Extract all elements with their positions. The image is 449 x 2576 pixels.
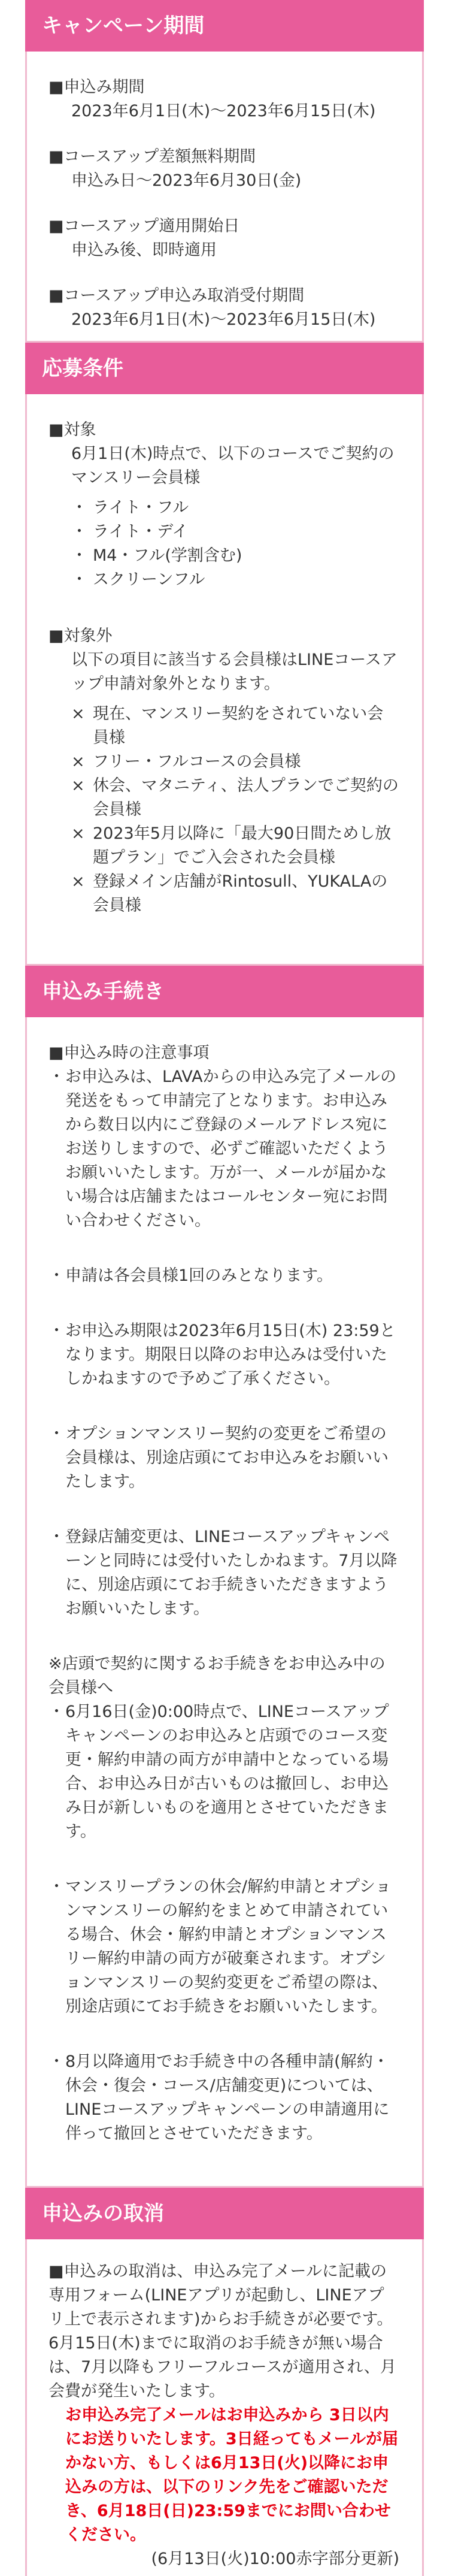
courseup-start-date-label: ■コースアップ適用開始日 — [48, 217, 240, 235]
excluded-label: ■対象外 — [48, 627, 113, 645]
list-item: × 2023年5月以降に「最大90日間ためし放題プラン」でご入会された会員様 — [71, 822, 399, 870]
cross-mark: × — [71, 752, 85, 771]
cross-mark: × — [71, 824, 85, 843]
cancel-acceptance-period-value: 2023年6月1日(木)〜2023年6月15日(木) — [71, 310, 376, 329]
list-item: × フリー・フルコースの会員様 — [71, 750, 399, 774]
list-item: ・ 8月以降適用でお手続き中の各種申請(解約・休会・復会・コース/店舗変更)については、LINEコースアップキャンペーンの申請適用に伴って撤回とさせていただきます。 — [48, 2050, 399, 2146]
list-item: × 休会、マタニティ、法人プランでご契約の会員様 — [71, 774, 399, 822]
excluded-list — [71, 702, 399, 918]
free-difference-period-label: ■コースアップ差額無料期間 — [48, 147, 256, 166]
store-note-title: ※店頭で契約に関するお手続きをお申込み中の会員様へ — [48, 1655, 386, 1697]
bullet-mark: ・ — [48, 1068, 65, 1086]
campaign-period-section — [25, 0, 424, 343]
bullet-mark: ・ — [48, 2052, 65, 2071]
procedure-section — [25, 966, 424, 2188]
application-period-label: ■申込み期間 — [48, 78, 145, 96]
list-item: ・ マンスリープランの休会/解約申請とオプションマンスリーの解約をまとめて申請されている場合、休会・解約申請とオプションマンスリー解約申請の両方が破棄されます。オプションマンスリーの契約変更をご希望の際は、別途店頭にてお手続きをお願いいたします。 — [48, 1875, 399, 2019]
cancel-acceptance-period — [48, 284, 399, 332]
bullet-mark: ・ — [48, 1877, 65, 1896]
list-item: ・ M4・フル(学割含む) — [71, 544, 399, 568]
procedure-header: 申込み手続き — [25, 966, 424, 1017]
notes-list — [48, 1065, 399, 1621]
conditions-section — [25, 343, 424, 966]
list-item: ・ お申込みは、LAVAからの申込み完了メールの発送をもって申請完了となります。お申込みから数日以内にご登録のメールアドレス宛にお送りしますので、必ずご確認いただくようお願いいたします。万が一、メールが届かない場合は店舗またはコールセンター宛にお問い合わせください。 — [48, 1065, 399, 1233]
cancel-acceptance-period-label: ■コースアップ申込み取消受付期間 — [48, 286, 305, 305]
list-item: ・ 登録店舗変更は、LINEコースアップキャンペーンと同時には受付いたしかねます。7月以降に、別途店頭にてお手続きいただきますようお願いいたします。 — [48, 1525, 399, 1621]
cancel-text: ■申込みの取消は、申込み完了メールに記載の専用フォーム(LINEアプリが起動し、LINEアプリ上で表示されます)からお手続きが必要です。6月15日(木)までに取消のお手続きが無い場合は、7月以降もフリーフルコースが適用され、月会費が発生いたします。 — [48, 2262, 396, 2400]
excluded-block — [48, 624, 399, 918]
store-notes-list — [48, 1700, 399, 2146]
cancel-section — [25, 2188, 424, 2576]
bullet-mark: ・ — [71, 498, 87, 517]
conditions-header: 応募条件 — [25, 343, 424, 394]
free-difference-period — [48, 145, 399, 193]
cross-mark: × — [71, 872, 85, 891]
notes-label: ■申込み時の注意事項 — [48, 1044, 210, 1062]
list-item: ・ オプションマンスリー契約の変更をご希望の会員様は、別途店頭にてお申込みをお願いいたします。 — [48, 1422, 399, 1494]
target-label: ■対象 — [48, 421, 96, 439]
target-text: 6月1日(木)時点で、以下のコースでご契約のマンスリー会員様 — [71, 445, 395, 487]
campaign-period-header: キャンペーン期間 — [25, 0, 424, 52]
target-course-list — [71, 496, 399, 592]
bullet-mark: ・ — [71, 546, 87, 565]
bullet-mark: ・ — [48, 1703, 65, 1721]
list-item: × 登録メイン店舗がRintosull、YUKALAの会員様 — [71, 870, 399, 918]
courseup-start-date — [48, 214, 399, 262]
list-item: ・ スクリーンフル — [71, 568, 399, 592]
bullet-mark: ・ — [71, 570, 87, 589]
courseup-start-date-value: 申込み後、即時適用 — [71, 241, 217, 259]
list-item: ・ 申請は各会員様1回のみとなります。 — [48, 1264, 399, 1288]
application-period-value: 2023年6月1日(木)〜2023年6月15日(木) — [71, 102, 376, 120]
bullet-mark: ・ — [48, 1322, 65, 1340]
excluded-text: 以下の項目に該当する会員様はLINEコースアップ申請対象外となります。 — [71, 651, 398, 693]
bullet-mark: ・ — [48, 1528, 65, 1546]
bullet-mark: ・ — [71, 522, 87, 541]
bullet-mark: ・ — [48, 1425, 65, 1443]
cancel-header: 申込みの取消 — [25, 2188, 424, 2239]
list-item: ・ ライト・フル — [71, 496, 399, 520]
list-item: ・ 6月16日(金)0:00時点で、LINEコースアップキャンペーンのお申込みと店頭でのコース変更・解約申請の両方が申請中となっている場合、お申込み日が古いものは撤回し、お申込み日が新しいものを適用とさせていただきます。 — [48, 1700, 399, 1844]
free-difference-period-value: 申込み日〜2023年6月30日(金) — [71, 171, 302, 190]
list-item: ・ お申込み期限は2023年6月15日(木) 23:59となります。期限日以降のお申込みは受付いたしかねますので予めご了承ください。 — [48, 1319, 399, 1391]
update-note: (6月13日(火)10:00赤字部分更新) — [151, 2550, 399, 2568]
application-period — [48, 75, 399, 123]
list-item: × 現在、マンスリー契約をされていない会員様 — [71, 702, 399, 750]
list-item: ・ ライト・デイ — [71, 520, 399, 544]
cancel-red-notice: お申込み完了メールはお申込みから 3日以内にお送りいたします。3日経ってもメールが届かない方、もしくは6月13日(火)以降にお申込みの方は、以下のリンク先をご確認いただき、6月18日(日)23:59までにお問い合わせください。 — [65, 2406, 399, 2544]
cross-mark: × — [71, 776, 85, 795]
target-block — [48, 418, 399, 592]
cross-mark: × — [71, 705, 85, 723]
bullet-mark: ・ — [48, 1266, 65, 1285]
